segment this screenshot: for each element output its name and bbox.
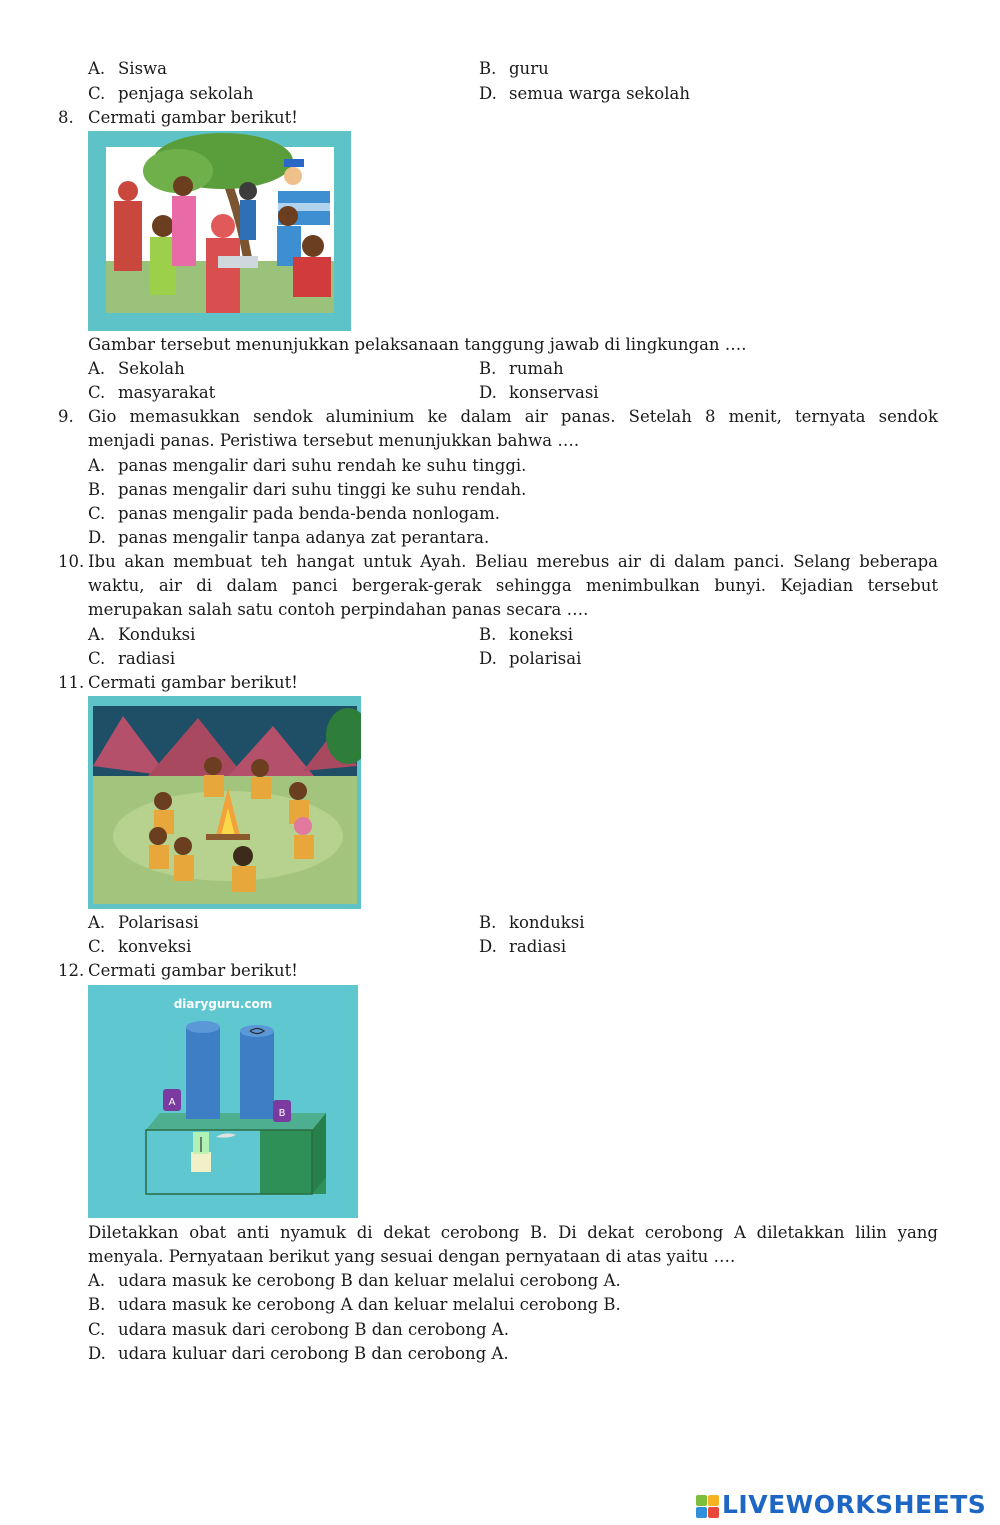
q9-option-d[interactable]: D. panas mengalir tanpa adanya zat perantara.: [88, 528, 490, 547]
q9-option-c[interactable]: C. panas mengalir pada benda-benda nonlogam.: [88, 504, 500, 523]
liveworksheets-logo-icon: [696, 1495, 720, 1519]
q12-number: 12.: [58, 961, 85, 980]
q10-question-line-2: waktu, air di dalam panci bergerak-gerak sehingga menimbulkan bunyi. Kejadian tersebut: [88, 576, 938, 595]
q8-option-d[interactable]: D. konservasi: [479, 383, 599, 402]
q9-option-b[interactable]: B. panas mengalir dari suhu tinggi ke suhu rendah.: [88, 480, 527, 499]
q11-option-b[interactable]: B. konduksi: [479, 913, 585, 932]
q12-figure-chimney-experiment: [88, 985, 358, 1218]
q11-option-d[interactable]: D. radiasi: [479, 937, 567, 956]
q7-option-d[interactable]: D. semua warga sekolah: [479, 84, 690, 103]
liveworksheets-logo[interactable]: [696, 1490, 996, 1524]
q8-option-a[interactable]: A. Sekolah: [88, 359, 185, 378]
q11-option-a[interactable]: A. Polarisasi: [88, 913, 199, 932]
q7-option-a[interactable]: A. Siswa: [88, 59, 168, 78]
q8-number: 8.: [58, 108, 74, 127]
q10-option-a[interactable]: A. Konduksi: [88, 625, 196, 644]
liveworksheets-logo-text: LIVEWORKSHEETS: [722, 1490, 987, 1519]
q10-question-line-1: Ibu akan membuat teh hangat untuk Ayah. Beliau merebus air di dalam panci. Selang beberapa: [88, 552, 938, 571]
q9-option-a[interactable]: A. panas mengalir dari suhu rendah ke suhu tinggi.: [88, 456, 527, 475]
q9-question-line-1: Gio memasukkan sendok aluminium ke dalam air panas. Setelah 8 menit, ternyata sendok: [88, 407, 938, 426]
figure-watermark: diaryguru.com: [173, 997, 273, 1011]
q9-question-line-2: menjadi panas. Peristiwa tersebut menunjukkan bahwa ….: [88, 431, 580, 450]
chimney-a-label: A: [168, 1097, 176, 1108]
q10-option-b[interactable]: B. koneksi: [479, 625, 574, 644]
q10-number: 10.: [58, 552, 85, 571]
q7-option-c[interactable]: C. penjaga sekolah: [88, 84, 254, 103]
q12-option-c[interactable]: C. udara masuk dari cerobong B dan cerobong A.: [88, 1320, 509, 1339]
q8-option-c[interactable]: C. masyarakat: [88, 383, 216, 402]
q12-question-line-2: menyala. Pernyataan berikut yang sesuai dengan pernyataan di atas yaitu ….: [88, 1247, 736, 1266]
chimney-b-label: B: [278, 1108, 286, 1119]
q10-option-c[interactable]: C. radiasi: [88, 649, 176, 668]
q9-number: 9.: [58, 407, 74, 426]
q12-option-d[interactable]: D. udara kuluar dari cerobong B dan cerobong A.: [88, 1344, 509, 1363]
q7-option-b[interactable]: B. guru: [479, 59, 549, 78]
q8-question: Gambar tersebut menunjukkan pelaksanaan tanggung jawab di lingkungan ….: [88, 335, 747, 354]
q8-option-b[interactable]: B. rumah: [479, 359, 564, 378]
q10-option-d[interactable]: D. polarisai: [479, 649, 582, 668]
q12-question-line-1: Diletakkan obat anti nyamuk di dekat cerobong B. Di dekat cerobong A diletakkan lilin yang: [88, 1223, 938, 1242]
q11-number: 11.: [58, 673, 85, 692]
q12-option-b[interactable]: B. udara masuk ke cerobong A dan keluar melalui cerobong B.: [88, 1295, 621, 1314]
q11-figure-campfire-illustration: [88, 696, 361, 909]
q12-prompt: Cermati gambar berikut!: [88, 961, 298, 980]
q8-figure-community-illustration: [88, 131, 351, 331]
q8-prompt: Cermati gambar berikut!: [88, 108, 298, 127]
q11-option-c[interactable]: C. konveksi: [88, 937, 192, 956]
q12-option-a[interactable]: A. udara masuk ke cerobong B dan keluar melalui cerobong A.: [88, 1271, 621, 1290]
q10-question-line-3: merupakan salah satu contoh perpindahan panas secara ….: [88, 600, 589, 619]
q11-prompt: Cermati gambar berikut!: [88, 673, 298, 692]
